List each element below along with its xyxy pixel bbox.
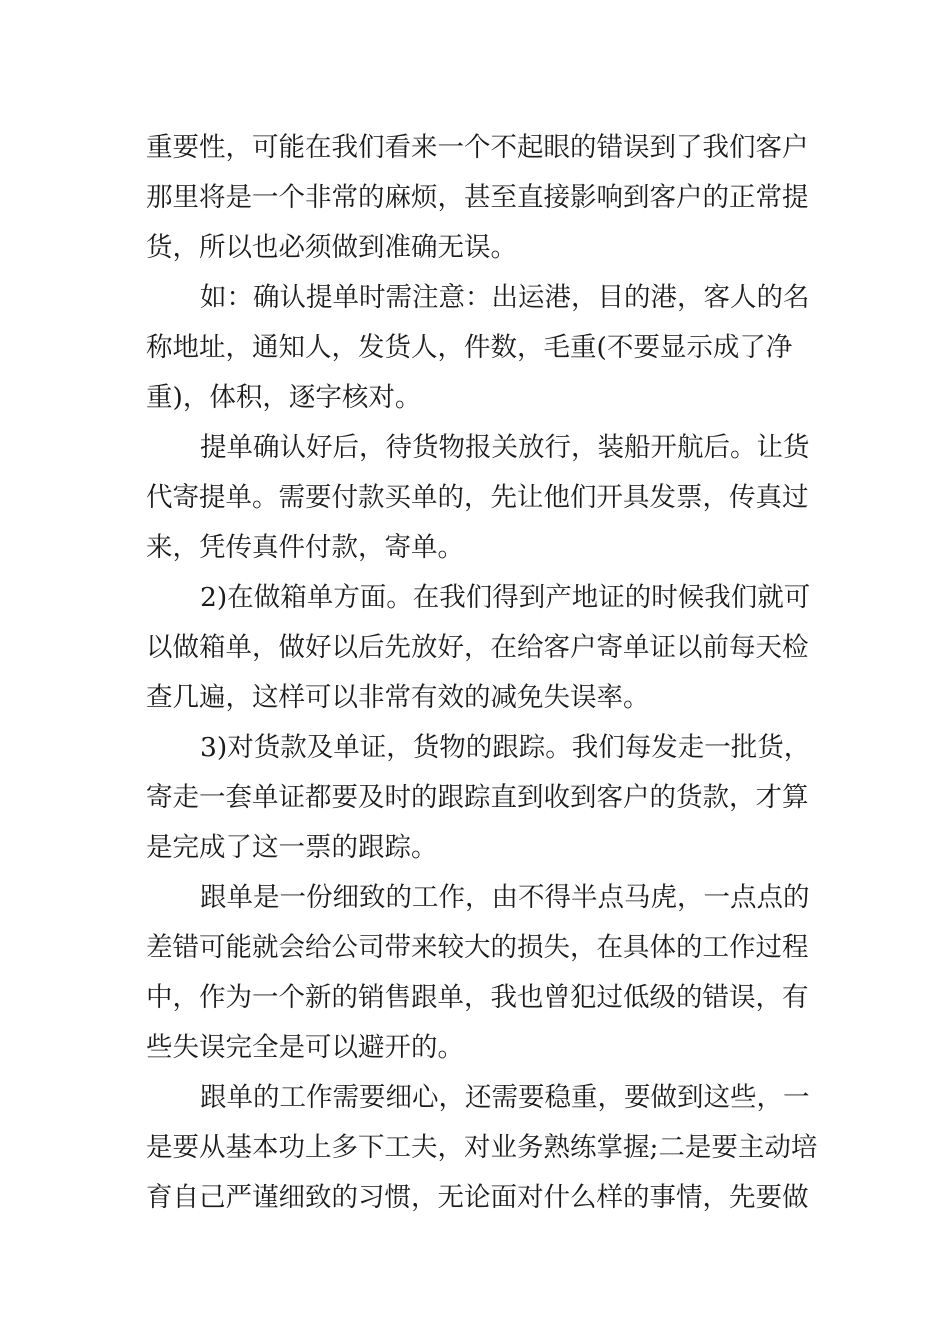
text-line: 重要性，可能在我们看来一个不起眼的错误到了我们客户 <box>146 132 809 163</box>
text-line: 货，所以也必须做到准确无误。 <box>146 232 517 263</box>
text-line: 些失误完全是可以避开的。 <box>146 1032 464 1063</box>
paragraph-first-line: 跟单的工作需要细心，还需要稳重，要做到这些，一 <box>200 1082 810 1113</box>
paragraph-first-line: 如：确认提单时需注意：出运港，目的港，客人的名 <box>200 282 810 313</box>
paragraph-first-line: 提单确认好后，待货物报关放行，装船开航后。让货 <box>200 432 810 463</box>
text-line: 代寄提单。需要付款买单的，先让他们开具发票，传真过 <box>146 482 809 513</box>
text-line: 差错可能就会给公司带来较大的损失，在具体的工作过程 <box>146 932 809 963</box>
text-line: 查几遍，这样可以非常有效的减免失误率。 <box>146 682 650 713</box>
text-line: 是完成了这一票的跟踪。 <box>146 832 438 863</box>
text-line: 寄走一套单证都要及时的跟踪直到收到客户的货款，才算 <box>146 782 809 813</box>
paragraph-first-line: 2)在做箱单方面。在我们得到产地证的时候我们就可 <box>200 582 811 613</box>
text-line: 是要从基本功上多下工夫，对业务熟练掌握;二是要主动培 <box>146 1132 818 1163</box>
text-line: 重)，体积，逐字核对。 <box>146 382 422 413</box>
text-line: 以做箱单，做好以后先放好，在给客户寄单证以前每天检 <box>146 632 809 663</box>
text-line: 称地址，通知人，发货人，件数，毛重(不要显示成了净 <box>146 332 793 363</box>
text-line: 育自己严谨细致的习惯，无论面对什么样的事情，先要做 <box>146 1182 809 1213</box>
text-line: 来，凭传真件付款，寄单。 <box>146 532 464 563</box>
paragraph-first-line: 跟单是一份细致的工作，由不得半点马虎，一点点的 <box>200 882 810 913</box>
paragraph-first-line: 3)对货款及单证，货物的跟踪。我们每发走一批货， <box>200 732 811 763</box>
text-line: 中，作为一个新的销售跟单，我也曾犯过低级的错误，有 <box>146 982 809 1013</box>
text-line: 那里将是一个非常的麻烦，甚至直接影响到客户的正常提 <box>146 182 809 213</box>
